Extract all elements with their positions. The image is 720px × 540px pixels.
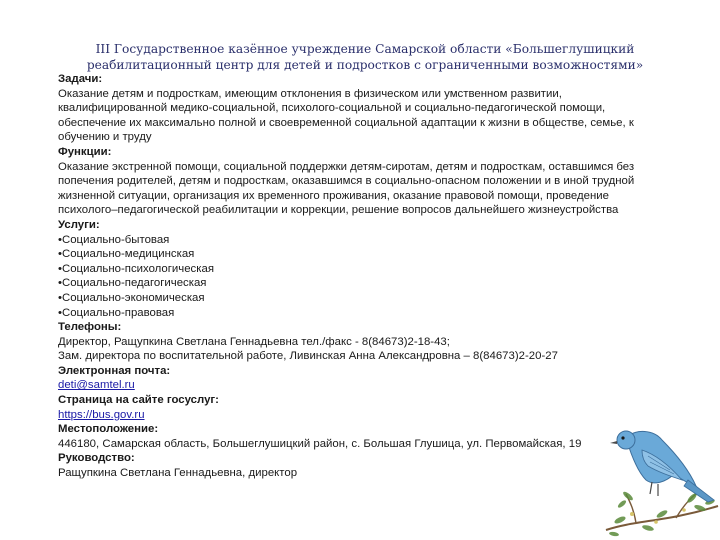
phone-director: Директор, Ращупкина Светлана Геннадьевна тел./факс - 8(84673)2-18-43;	[58, 335, 450, 348]
gosuslugi-link[interactable]: https://bus.gov.ru	[58, 408, 145, 421]
functions-text: Оказание экстренной помощи, социальной поддержки детям-сиротам, детям и подросткам, оставшимся без попечения родителей, детям и подросткам, оказавшимся в социально-опасном положении и в иной трудной жизненной ситуации, организация их временного проживания, оказание правовой помощи, проведение психолого–педагогической реабилитации и коррекции, решение вопросов дальнейшего жизнеустройства	[58, 160, 635, 217]
management-heading: Руководство:	[58, 452, 135, 465]
location-address: 446180, Самарская область, Большеглушицкий район, с. Большая Глушица, ул. Первомайская, 19	[58, 437, 582, 450]
phone-deputy: Зам. директора по воспитательной работе, Ливинская Анна Александровна – 8(84673)2-20-27	[58, 350, 558, 363]
tasks-heading: Задачи:	[58, 73, 103, 85]
functions-heading: Функции:	[58, 145, 112, 158]
document-body	[58, 72, 670, 481]
services-item: • Социально-педагогическая	[58, 276, 670, 291]
services-item: • Социально-экономическая	[58, 291, 670, 306]
gosuslugi-heading: Страница на сайте госуслуг:	[58, 394, 219, 407]
services-item: • Социально-бытовая	[58, 233, 670, 248]
management-director: Ращупкина Светлана Геннадьевна, директор	[58, 467, 298, 480]
email-heading: Электронная почта:	[58, 364, 171, 377]
bird-on-branch-illustration	[596, 410, 720, 540]
services-list	[58, 233, 670, 321]
document-title: III Государственное казённое учреждение Самарской области «Большеглушицкий реабилитационный центр для детей и подростков с ограниченными возможностями»	[86, 42, 644, 72]
services-item: • Социально-психологическая	[58, 262, 670, 277]
services-item: • Социально-медицинская	[58, 247, 670, 262]
services-heading: Услуги:	[58, 218, 100, 231]
services-item: • Социально-правовая	[58, 306, 670, 321]
email-link[interactable]: deti@samtel.ru	[58, 379, 135, 392]
tasks-text: Оказание детям и подросткам, имеющим отклонения в физическом или умственном развитии, квалифицированной медико-социальной, психолого-социальной и социально-педагогической помощи, обеспечение их максимально полной и своевременной социальной адаптации к жизни в обществе, семье, к обучению и труду	[58, 87, 634, 144]
location-heading: Местоположение:	[58, 423, 159, 436]
phones-heading: Телефоны:	[58, 321, 122, 334]
